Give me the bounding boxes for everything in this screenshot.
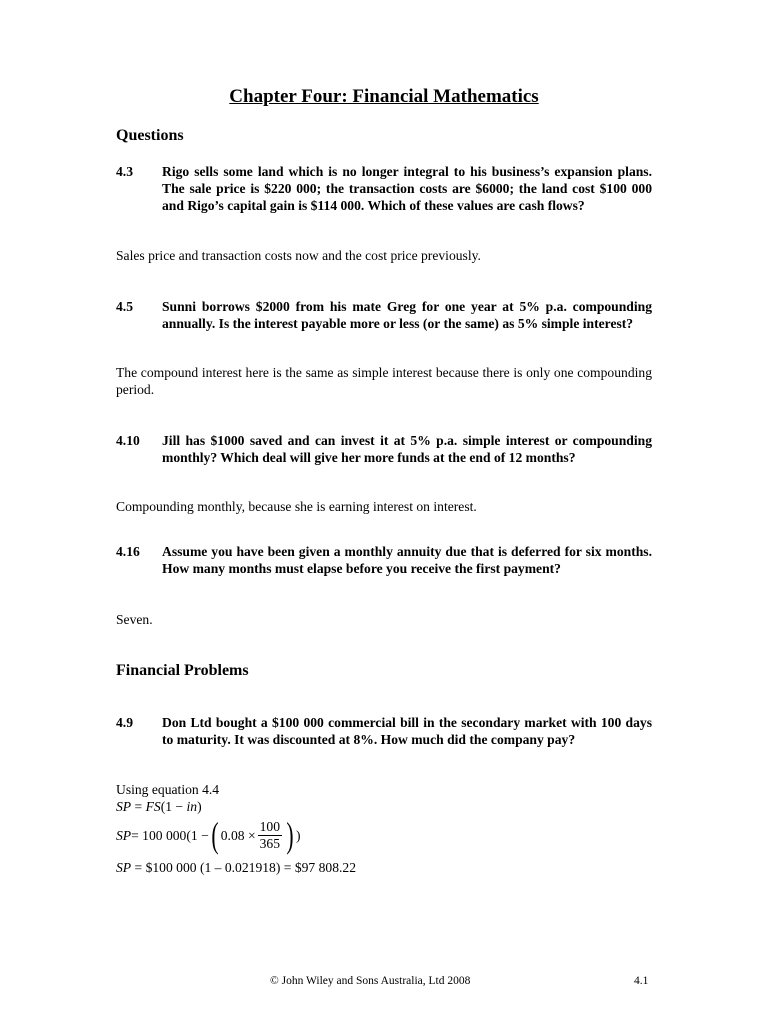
eq-text: = 100 000(1 − (131, 827, 209, 843)
question-number: 4.16 (116, 544, 140, 559)
question-4-10 (116, 432, 652, 466)
eq-var-sp: SP (116, 799, 132, 814)
section-heading-financial-problems: Financial Problems (116, 662, 249, 679)
problem-4-9 (116, 714, 652, 748)
left-paren-icon: ( (211, 815, 219, 855)
page-title: Chapter Four: Financial Mathematics (229, 86, 539, 107)
question-4-3 (116, 163, 652, 214)
question-text: Rigo sells some land which is no longer integral to his business’s expansion plans. The sale price is $220 000; the transaction costs are $6000; the land cost $100 000 and Rigo’s capital gain is $114 000. Which of these values are cash flows? (162, 164, 652, 213)
answer-4-16: Seven. (116, 612, 153, 627)
question-number: 4.3 (116, 164, 133, 179)
eq-text: 0.08 × (220, 827, 256, 843)
right-paren-icon: ) (286, 815, 294, 855)
eq-var-in: in (186, 799, 198, 814)
eq-text: ) (197, 799, 202, 814)
section-heading-questions: Questions (116, 127, 184, 144)
question-4-16 (116, 543, 652, 577)
equation-1 (116, 798, 202, 815)
question-number: 4.5 (116, 299, 133, 314)
eq-var-sp: SP (116, 827, 132, 843)
question-text: Assume you have been given a monthly annuity due that is deferred for six months. How many months must elapse before you receive the first payment? (162, 544, 652, 576)
eq-text: ) (296, 827, 301, 843)
question-4-5 (116, 298, 652, 332)
solution-intro: Using equation 4.4 (116, 782, 220, 797)
question-number: 4.10 (116, 433, 140, 448)
question-text: Sunni borrows $2000 from his mate Greg for one year at 5% p.a. compounding annually. Is the interest payable more or less (or the same) as 5% simple interest? (162, 299, 652, 331)
answer-4-5: The compound interest here is the same as simple interest because there is only one compounding period. (116, 365, 652, 397)
fraction (258, 819, 282, 852)
fraction-numerator: 100 (259, 818, 280, 834)
eq-text: = $100 000 (1 – 0.021918) = $97 808.22 (131, 860, 357, 875)
question-text: Jill has $1000 saved and can invest it at 5% p.a. simple interest or compounding monthly? Which deal will give her more funds at the end of 12 months? (162, 433, 652, 465)
eq-text: (1 − (160, 799, 187, 814)
eq-var-fs: FS (145, 799, 161, 814)
answer-4-10: Compounding monthly, because she is earning interest on interest. (116, 499, 477, 514)
problem-text: Don Ltd bought a $100 000 commercial bill in the secondary market with 100 days to maturity. It was discounted at 8%. How much did the company pay? (162, 715, 652, 747)
equation-2 (116, 817, 301, 853)
eq-var-sp: SP (116, 860, 132, 875)
footer-copyright: © John Wiley and Sons Australia, Ltd 2008 (270, 975, 471, 987)
eq-text: = (131, 799, 146, 814)
answer-4-3: Sales price and transaction costs now and the cost price previously. (116, 248, 481, 263)
equation-3 (116, 859, 356, 876)
fraction-denominator: 365 (259, 835, 280, 851)
problem-number: 4.9 (116, 715, 133, 730)
footer-page-number: 4.1 (634, 975, 649, 987)
